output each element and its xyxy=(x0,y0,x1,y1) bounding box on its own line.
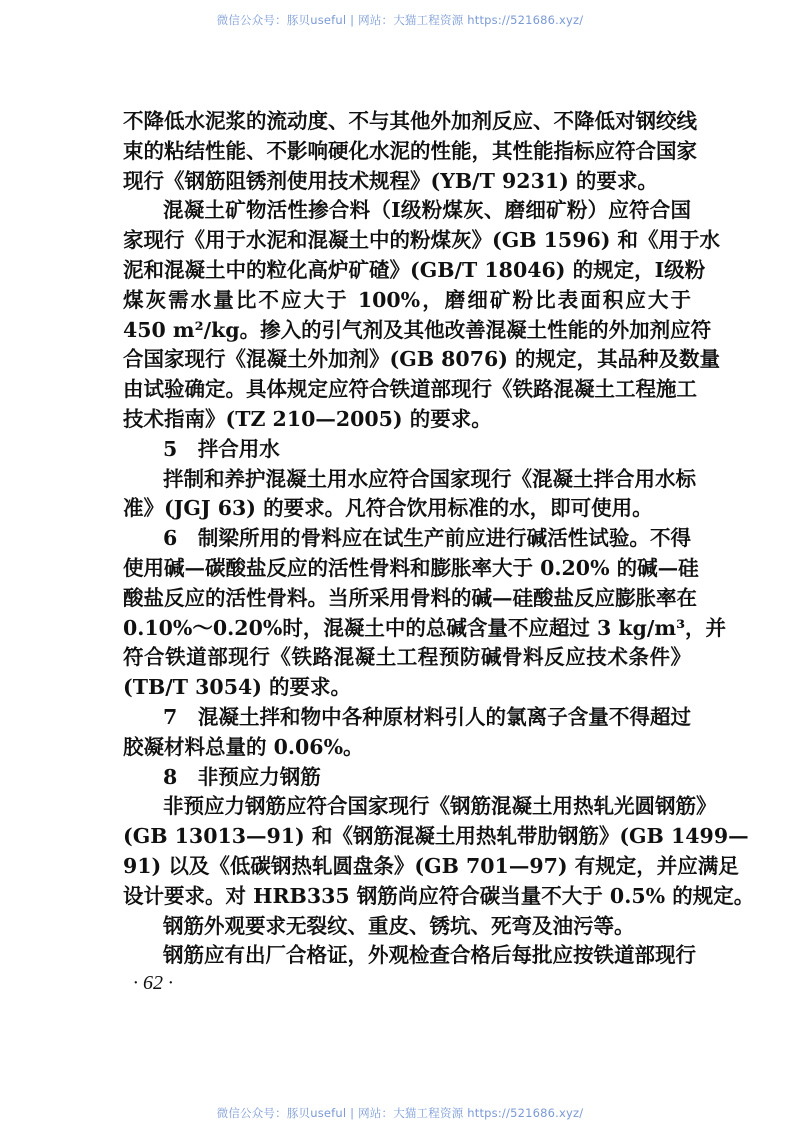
text-line: 泥和混凝土中的粒化高炉矿碴》(GB/T 18046) 的规定，Ⅰ级粉 xyxy=(123,257,706,282)
text-line: 6 制梁所用的骨料应在试生产前应进行碱活性试验。不得 xyxy=(163,526,691,551)
text-line: 91) 以及《低碳钢热轧圆盘条》(GB 701—97) 有规定，并应满足 xyxy=(123,853,739,878)
text-line: 煤灰需水量比不应大于 100%，磨细矿粉比表面积应大于 xyxy=(123,287,691,312)
text-line: 混凝土矿物活性掺合料（Ⅰ级粉煤灰、磨细矿粉）应符合国 xyxy=(163,198,691,223)
text-line: 0.10%～0.20%时，混凝土中的总碱含量不应超过 3 kg/m³，并 xyxy=(123,615,727,640)
text-line: 家现行《用于水泥和混凝土中的粉煤灰》(GB 1596) 和《用于水 xyxy=(123,228,721,253)
text-line: 胶凝材料总量的 0.06%。 xyxy=(123,734,364,759)
watermark-bottom: 微信公众号：豚贝useful | 网站：大猫工程资源 https://521686.xyz/ xyxy=(216,1106,584,1120)
document-body xyxy=(123,107,755,971)
text-line: 合国家现行《混凝土外加剂》(GB 8076) 的规定，其品种及数量 xyxy=(123,347,721,372)
text-line: 束的粘结性能、不影响硬化水泥的性能，其性能指标应符合国家 xyxy=(123,138,697,163)
text-line: 技术指南》(TZ 210—2005) 的要求。 xyxy=(123,406,492,431)
text-line: 使用碱—碳酸盐反应的活性骨料和膨胀率大于 0.20% 的碱—硅 xyxy=(123,555,699,580)
text-line: 酸盐反应的活性骨料。当所采用骨料的碱—硅酸盐反应膨胀率在 xyxy=(123,585,697,610)
text-line: (TB/T 3054) 的要求。 xyxy=(123,675,352,700)
text-line: 拌制和养护混凝土用水应符合国家现行《混凝土拌合用水标 xyxy=(163,466,696,491)
text-line: (GB 13013—91) 和《钢筋混凝土用热轧带肋钢筋》(GB 1499— xyxy=(123,824,749,849)
text-line: 8 非预应力钢筋 xyxy=(163,764,321,789)
page-number: · 62 · xyxy=(133,972,173,994)
text-line: 7 混凝土拌和物中各种原材料引人的氯离子含量不得超过 xyxy=(163,704,691,729)
text-line: 钢筋外观要求无裂纹、重皮、锈坑、死弯及油污等。 xyxy=(163,913,635,938)
text-line: 5 拌合用水 xyxy=(163,436,280,461)
text-line: 准》(JGJ 63) 的要求。凡符合饮用标准的水，即可使用。 xyxy=(123,496,653,521)
watermark-top: 微信公众号：豚贝useful | 网站：大猫工程资源 https://521686.xyz/ xyxy=(216,13,584,27)
text-line: 现行《钢筋阻锈剂使用技术规程》(YB/T 9231) 的要求。 xyxy=(123,168,658,193)
text-line: 非预应力钢筋应符合国家现行《钢筋混凝土用热轧光圆钢筋》 xyxy=(163,794,717,819)
text-line: 不降低水泥浆的流动度、不与其他外加剂反应、不降低对钢绞线 xyxy=(123,109,697,133)
text-line: 钢筋应有出厂合格证，外观检查合格后每批应按铁道部现行 xyxy=(163,943,696,968)
text-line: 由试验确定。具体规定应符合铁道部现行《铁路混凝土工程施工 xyxy=(123,377,697,402)
text-line: 设计要求。对 HRB335 钢筋尚应符合碳当量不大于 0.5% 的规定。 xyxy=(123,883,755,908)
text-line: 450 m²/kg。掺入的引气剂及其他改善混凝土性能的外加剂应符 xyxy=(123,317,712,342)
text-line: 符合铁道部现行《铁路混凝土工程预防碱骨料反应技术条件》 xyxy=(123,645,691,670)
